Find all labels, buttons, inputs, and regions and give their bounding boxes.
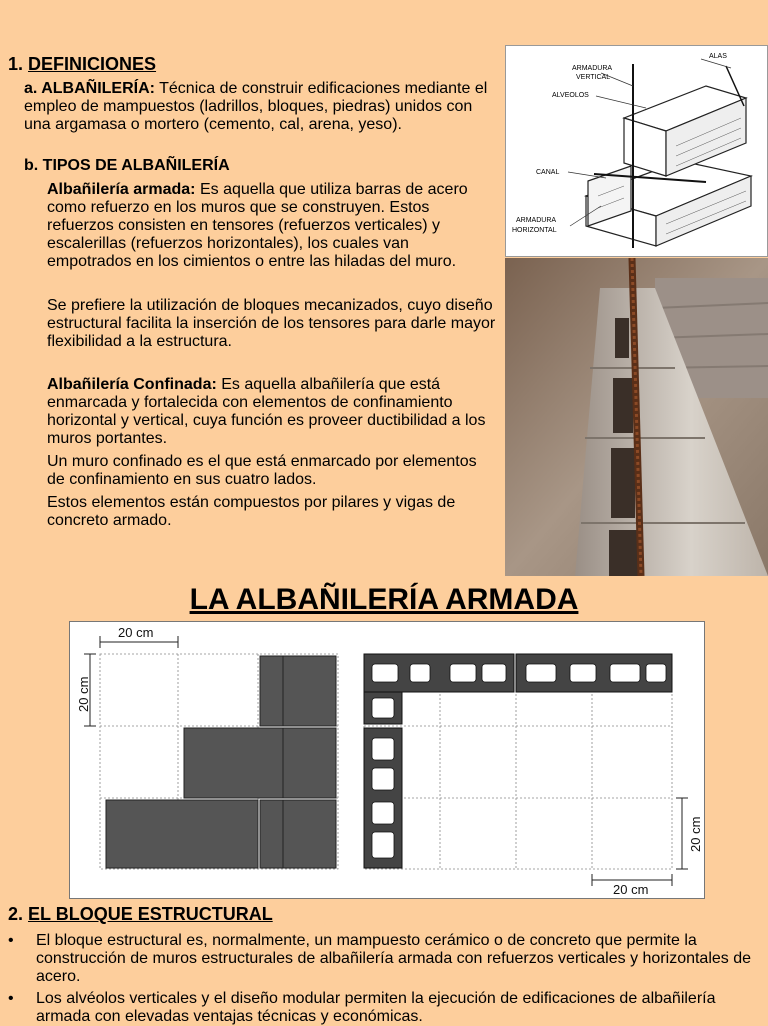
bullet-item-2: [8, 990, 763, 1026]
section-2-number: 2.: [8, 904, 24, 924]
paragraph-armada: [47, 181, 497, 271]
definition-albanileria-label: a. ALBAÑILERÍA:: [24, 80, 155, 97]
section-2-title: EL BLOQUE ESTRUCTURAL: [28, 904, 273, 924]
rebar-block-photo: [505, 258, 768, 576]
rebar-block-photo-svg: [505, 258, 768, 576]
bullet-text-1: El bloque estructural es, normalmente, un mampuesto cerámico o de concreto que permite la construcción de muros estructurales de albañilería armada con refuerzos verticales y horizontales de acero.: [36, 932, 752, 985]
block-full-bottom: [106, 800, 258, 868]
label-armadura-vertical-2: VERTICAL: [576, 74, 611, 81]
block-half-bottom: [260, 800, 336, 868]
paragraph-armada-2: Se prefiere la utilización de bloques mecanizados, cuyo diseño estructural facilita la inserción de los tensores para darle mayor flexibilidad a la estructura.: [47, 297, 496, 350]
label-canal: CANAL: [536, 169, 560, 176]
section-1-number: 1.: [8, 54, 24, 74]
armada-text: Es aquella que utiliza barras de acero como refuerzo en los muros que se construyen. Estos refuerzos consisten en tensores (refuerzos verticales) y escalerillas (refuerzos horizontales), los cuales van empotrados en los cimientos o entre las hiladas del muro.: [47, 181, 468, 270]
definition-albanileria-text: Técnica de construir edificaciones mediante el empleo de mampuestos (ladrillos, bloques, piedras) unidos con una argamasa o mortero (cemento, cal, arena, yeso).: [24, 80, 488, 133]
main-title: LA ALBAÑILERÍA ARMADA: [189, 583, 579, 616]
block-wall-diagram: [505, 45, 768, 257]
block-dimensions-svg: [70, 622, 704, 898]
definition-albanileria: [24, 80, 494, 134]
paragraph-confinada: [47, 376, 497, 448]
label-armadura-horizontal-2: HORIZONTAL: [512, 227, 557, 234]
armada-label: Albañilería armada:: [47, 181, 196, 198]
bullet-icon: •: [8, 932, 14, 949]
section-1-heading: [8, 54, 156, 75]
label-alveolos: ALVEOLOS: [552, 92, 589, 99]
label-armadura-horizontal-1: ARMADURA: [516, 217, 557, 224]
section-2-heading: [8, 904, 273, 925]
paragraph-confinada-2: Un muro confinado es el que está enmarcado por elementos de confinamiento en sus cuatro lados.: [47, 453, 477, 488]
confinada-label: Albañilería Confinada:: [47, 376, 217, 393]
label-alas: ALAS: [709, 53, 727, 60]
bullet-text-2: Los alvéolos verticales y el diseño modular permiten la ejecución de edificaciones de albañilería armada con elevadas ventajas técnicas y económicas.: [36, 990, 716, 1025]
block-half: [260, 656, 336, 726]
block-wall-diagram-svg: [506, 46, 767, 256]
label-armadura-vertical-1: ARMADURA: [572, 65, 613, 72]
paragraph-confinada-3: Estos elementos están compuestos por pilares y vigas de concreto armado.: [47, 494, 456, 529]
bullet-item-1: [8, 932, 763, 986]
dim-right-label: 20 cm: [688, 816, 703, 852]
dim-left-label: 20 cm: [76, 676, 91, 712]
bullet-icon: •: [8, 990, 14, 1007]
block-dimensions-diagram: [69, 621, 705, 899]
confinada-text: Es aquella albañilería que está enmarcada y fortalecida con elementos de confinamiento horizontal y vertical, cuya función es proveer ductibilidad a los muros portantes.: [47, 376, 486, 447]
dim-bottom-label: 20 cm: [613, 882, 649, 897]
dim-top-label: 20 cm: [118, 625, 154, 640]
section-1-title: DEFINICIONES: [28, 54, 157, 74]
tipos-albanileria-heading: b. TIPOS DE ALBAÑILERÍA: [24, 157, 230, 174]
block-full: [184, 728, 336, 798]
